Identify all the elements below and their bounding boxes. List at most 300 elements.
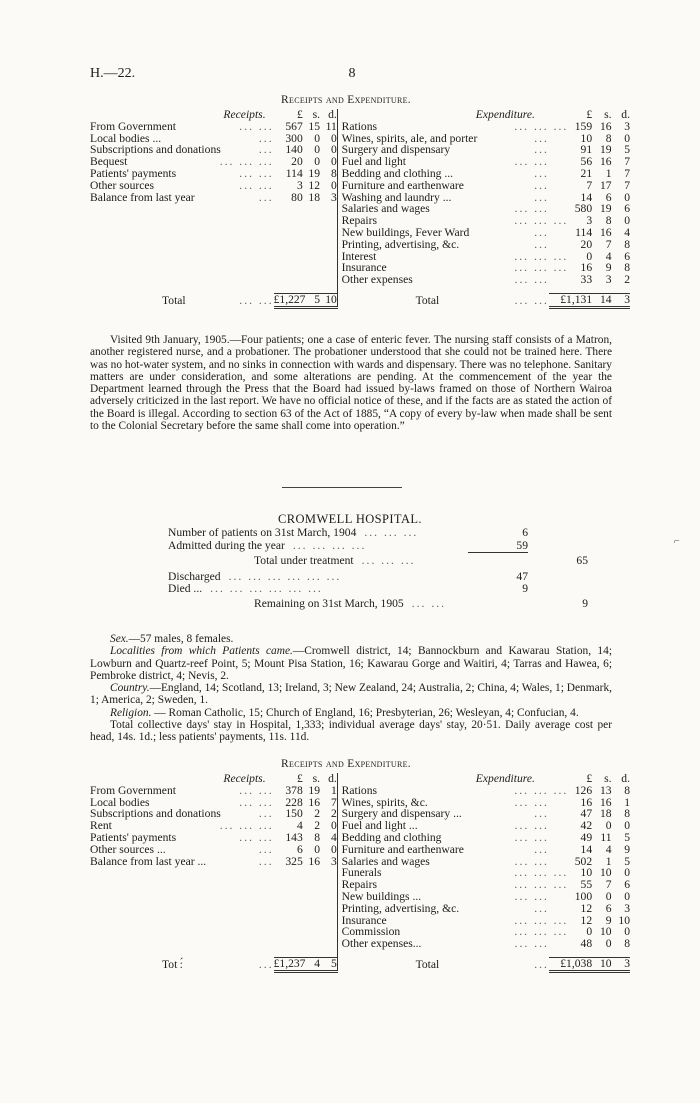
stat-total: 65 (576, 554, 588, 568)
empty-cell (320, 239, 337, 251)
receipt-shillings: 16 (308, 854, 321, 868)
receipt-pence: 0 (320, 133, 337, 145)
expenditure-total-pounds: £1,131 (549, 294, 592, 308)
empty-cell (303, 903, 320, 915)
leader-dots: ... ... ... (364, 526, 419, 539)
expenditure-label: Insurance (341, 261, 387, 275)
empty-cell (90, 239, 209, 251)
expenditure-pounds: 3 (586, 214, 593, 228)
stat-label (168, 596, 468, 614)
leader-dots: ... (258, 190, 274, 204)
religion-line: Religion. — Roman Catholic, 15; Church of England, 16; Presbyterian, 26; Wesleyan, 4; Confucian, 4. (110, 706, 579, 719)
expenditure-shillings: 16 (599, 225, 612, 239)
expenditure-label: Rations (341, 119, 378, 133)
expenditure-pounds: 7 (586, 178, 593, 192)
receipt-label: From Government (90, 119, 176, 133)
receipt-shillings: 0 (314, 143, 321, 157)
stat-label-text: Discharged (168, 569, 221, 583)
stat-label (168, 527, 468, 540)
empty-cell (514, 286, 549, 294)
empty-cell (274, 251, 303, 263)
expenditure-pounds: 91 (580, 143, 593, 157)
pounds-head: £ (296, 108, 303, 121)
empty-cell (274, 239, 303, 251)
empty-cell (90, 915, 209, 927)
receipt-label: Rent (90, 819, 112, 833)
leader-dots: ... ... (514, 202, 549, 216)
leader-dots: ... ... (514, 155, 549, 169)
leader-dots: ... ... (514, 293, 549, 307)
expenditure-pounds: 10 (580, 866, 593, 880)
empty-cell (303, 915, 320, 927)
expenditure-shillings: 9 (605, 913, 612, 927)
receipt-shillings: 2 (314, 819, 321, 833)
expenditure-pounds: 0 (586, 925, 593, 939)
patient-statistics (168, 527, 588, 614)
expenditure-shillings: 17 (599, 178, 612, 192)
section1-accounts (90, 109, 630, 309)
empty-cell (274, 203, 303, 215)
leader-dots: ... ... (514, 937, 549, 951)
empty-cell (90, 950, 209, 958)
leader-dots: ... ... ... (514, 925, 569, 939)
stat-label-text: Remaining on 31st March, 1905 (254, 597, 404, 611)
empty-cell (303, 262, 320, 274)
expenditure-pounds: 48 (580, 937, 593, 951)
receipt-label: Local bodies ... (90, 131, 162, 145)
receipt-pounds: 6 (296, 842, 303, 856)
leader-dots: ... ... ... (514, 866, 569, 880)
list-item (168, 596, 588, 614)
empty-cell (320, 203, 337, 215)
receipt-pence: 7 (320, 797, 337, 809)
leader-dots: ... ... ... (219, 155, 274, 169)
sex-line: Sex.—57 males, 8 females. (110, 633, 234, 645)
receipts-heading: Receipts. (223, 108, 266, 121)
leader-dots: ... ... (239, 830, 274, 844)
section-divider (282, 487, 402, 488)
receipt-pence: 3 (320, 192, 337, 204)
empty-cell (209, 950, 274, 958)
receipt-label: Patients' payments (90, 830, 177, 844)
empty-cell (90, 251, 209, 263)
receipt-pounds: 300 (285, 131, 303, 145)
receipt-label: Balance from last year ... (90, 854, 207, 868)
expenditure-total-label: Total (415, 957, 440, 971)
receipts-total-pounds: £1,227 (273, 293, 306, 307)
expenditure-pounds: 21 (580, 166, 593, 180)
empty-cell (303, 274, 320, 286)
expenditure-shillings: 9 (605, 261, 612, 275)
visit-paragraph: Visited 9th January, 1905.—Four patients; one a case of enteric fever. The nursing staff consists of a Matron, another registered nurse, and a probationer. The probationer understood that she could not be trained here. There was no hot-water system, and no sinks in connection with wards and dispensary. There was no telephone. Sanitary matters are under consideration, and some alterations are pending. At the commencement of the year the Department learned through the Press that the Board had issued by-laws framed on those of Northern Wairoa adversely criticized in the last report. We have no official notice of these, and if the facts are as stated the action of the Board is illegal. According to section 63 of the Act of 1885, “A copy of every by-law when made shall be sent to the Colonial Secretary before the same shall come into operation.” (90, 334, 612, 433)
leader-dots: ... (258, 854, 274, 868)
empty-cell (342, 286, 515, 294)
receipt-pounds: 143 (285, 830, 303, 844)
leader-dots: ... (534, 957, 549, 971)
expenditure-label: Printing, advertising, &c. (341, 901, 460, 915)
receipt-shillings: 15 (308, 119, 321, 133)
empty-cell (274, 915, 303, 927)
receipt-label: Other sources ... (90, 842, 166, 856)
leader-dots: ... ... ... (514, 249, 569, 263)
receipt-shillings: 19 (308, 783, 321, 797)
empty-cell (209, 867, 274, 879)
empty-cell (274, 262, 303, 274)
receipt-pence: 0 (320, 820, 337, 832)
leader-dots: ... ... ... (514, 878, 569, 892)
receipt-pence: 2 (320, 808, 337, 820)
empty-cell (274, 926, 303, 938)
receipt-shillings: 19 (308, 166, 321, 180)
leader-dots: ... ... ... ... ... ... (228, 569, 342, 583)
empty-cell (90, 203, 209, 215)
receipt-pounds: 3 (296, 178, 303, 192)
empty-cell (514, 950, 549, 958)
expenditure-pence: 8 (624, 261, 630, 275)
leader-dots: ... ... ... ... (292, 538, 367, 552)
expenditure-pence: 9 (624, 842, 630, 856)
expenditure-pence: 1 (624, 795, 630, 809)
empty-cell (209, 251, 274, 263)
expenditure-total-pence: 3 (612, 294, 630, 308)
expenditure-shillings: 6 (605, 190, 612, 204)
leader-dots: ... ... (411, 597, 447, 611)
expenditure-pence: 0 (624, 819, 630, 833)
expenditure-pounds: 49 (580, 830, 593, 844)
leader-dots: ... (534, 901, 549, 915)
receipts-total-shillings: 5 (303, 294, 320, 308)
leader-dots: ... ... ... (361, 554, 416, 568)
empty-cell (90, 926, 209, 938)
expenditure-label: Rations (341, 783, 378, 797)
receipts-total-shillings: 4 (303, 958, 320, 972)
table-row (90, 180, 630, 192)
receipt-pence: 0 (320, 180, 337, 192)
empty-cell (274, 938, 303, 950)
leader-dots: ... (258, 131, 274, 145)
expenditure-label: Commission (341, 925, 401, 939)
empty-cell (209, 926, 274, 938)
empty-cell (303, 891, 320, 903)
table-row (90, 168, 630, 180)
receipts-heading: Receipts. (223, 772, 266, 785)
expenditure-label: Wines, spirits, &c. (341, 795, 428, 809)
empty-cell (320, 227, 337, 239)
expenditure-shillings: 4 (605, 842, 612, 856)
expenditure-pounds: 114 (575, 225, 593, 239)
leader-dots: ... (534, 131, 549, 145)
receipt-pounds: 20 (291, 155, 303, 169)
empty-cell (90, 938, 209, 950)
shillings-head: s. (312, 108, 321, 121)
receipt-label: Subscriptions and donations (90, 143, 221, 157)
receipt-shillings: 8 (314, 830, 321, 844)
stat-label (168, 540, 468, 553)
stat-label-text: Number of patients on 31st March, 1904 (168, 526, 357, 539)
stat-label (168, 583, 468, 596)
expenditure-pence: 5 (624, 143, 630, 157)
expenditure-pounds: 42 (580, 819, 593, 833)
empty-cell (320, 215, 337, 227)
receipt-label: Other sources (90, 178, 155, 192)
list-item (168, 527, 588, 540)
receipt-shillings: 0 (314, 131, 321, 145)
section1-title: Receipts and Expenditure. (281, 94, 411, 106)
empty-cell (320, 915, 337, 927)
leader-dots: ... ... (239, 795, 274, 809)
expenditure-label: Furniture and earthenware (341, 178, 464, 192)
cromwell-details (90, 633, 612, 744)
expenditure-label: New buildings ... (341, 889, 422, 903)
stat-value (468, 596, 528, 614)
leader-dots: ... (534, 237, 549, 251)
receipt-shillings: 16 (308, 795, 321, 809)
expenditure-shillings: 3 (605, 273, 612, 287)
expenditure-total-shillings: 10 (592, 958, 611, 972)
pence-head: d. (621, 772, 630, 785)
table-row (90, 844, 630, 856)
expenditure-heading: Expenditure. (475, 108, 535, 121)
expenditure-shillings: 18 (599, 807, 612, 821)
receipt-pounds: 325 (285, 854, 303, 868)
empty-cell (320, 251, 337, 263)
expenditure-pence: 10 (618, 913, 630, 927)
empty-cell (320, 938, 337, 950)
table-row (90, 274, 630, 286)
expenditure-shillings: 7 (605, 237, 612, 251)
expenditure-shillings: 4 (605, 249, 612, 263)
receipt-pounds: 140 (285, 143, 303, 157)
leader-dots: ... (258, 143, 274, 157)
receipt-pence: 0 (320, 844, 337, 856)
table-row (90, 785, 630, 797)
leader-dots: ... ... (514, 795, 549, 809)
table-row (90, 832, 630, 844)
expenditure-pence: 0 (624, 889, 630, 903)
expenditure-label: Other expenses... (341, 937, 422, 951)
receipt-shillings: 0 (314, 155, 321, 169)
empty-cell (303, 938, 320, 950)
expenditure-total-label: Total (415, 293, 440, 307)
leader-dots: ... ... (514, 273, 549, 287)
empty-cell (303, 215, 320, 227)
expenditure-pence: 8 (624, 937, 630, 951)
leader-dots: ... ... (514, 889, 549, 903)
expenditure-shillings: 1 (605, 854, 612, 868)
receipt-pence: 4 (320, 832, 337, 844)
empty-cell (90, 879, 209, 891)
receipt-shillings: 18 (308, 190, 321, 204)
expenditure-shillings: 8 (605, 214, 612, 228)
expenditure-shillings: 10 (599, 866, 612, 880)
empty-cell (209, 903, 274, 915)
table-row (90, 891, 630, 903)
expenditure-pounds: 159 (574, 119, 593, 133)
empty-cell (209, 891, 274, 903)
expenditure-shillings: 11 (600, 830, 612, 844)
expenditure-pence: 0 (624, 190, 630, 204)
expenditure-pounds: 55 (580, 878, 593, 892)
leader-dots: ... ... ... (514, 214, 569, 228)
table-row (90, 938, 630, 950)
expenditure-shillings: 16 (599, 119, 612, 133)
stat-total (528, 540, 588, 553)
empty-cell (90, 286, 209, 294)
stat-value: 59 (516, 538, 528, 552)
empty-cell (320, 867, 337, 879)
receipt-label: Balance from last year (90, 190, 195, 204)
page-number: 8 (348, 66, 356, 81)
empty-cell (90, 274, 209, 286)
empty-cell (274, 879, 303, 891)
margin-mark: ⌐ (674, 536, 680, 547)
leader-dots: ... ... (239, 178, 274, 192)
expenditure-pence: 6 (624, 878, 630, 892)
table-row (90, 903, 630, 915)
expenditure-pounds: 0 (586, 249, 593, 263)
receipt-pence: 8 (320, 168, 337, 180)
expenditure-pounds: 100 (574, 889, 593, 903)
pence-head: d. (621, 108, 630, 121)
receipt-pounds: 114 (285, 166, 303, 180)
expenditure-label: Furniture and earthenware (341, 842, 464, 856)
empty-cell (274, 215, 303, 227)
stat-label-text: Total under treatment (254, 554, 354, 568)
leader-dots: ... ... (239, 166, 274, 180)
table-row (90, 121, 630, 133)
expenditure-pounds: 56 (580, 155, 593, 169)
section2-title: Receipts and Expenditure. (281, 758, 411, 770)
empty-cell (274, 903, 303, 915)
stat-total (528, 583, 588, 596)
leader-dots: ... ... (239, 783, 274, 797)
document-reference: H.—22. (90, 66, 136, 81)
section1-remarks (90, 334, 612, 432)
receipt-pence: 0 (320, 156, 337, 168)
empty-cell (90, 227, 209, 239)
receipts-total-pence: 10 (320, 294, 337, 308)
leader-dots: ... ... ... ... ... ... (210, 582, 323, 595)
expenditure-total-pounds: £1,038 (549, 958, 592, 972)
expenditure-label: Wines, spirits, ale, and porter (341, 131, 478, 145)
expenditure-pounds: 12 (580, 901, 593, 915)
empty-cell (303, 251, 320, 263)
expenditure-pounds: 126 (574, 783, 593, 797)
section2-accounts (90, 773, 630, 973)
expenditure-pence: 7 (624, 166, 630, 180)
expenditure-pence: 8 (624, 807, 630, 821)
expenditure-shillings: 0 (605, 937, 612, 951)
expenditure-label: Repairs (341, 878, 378, 892)
receipt-label: Bequest (90, 155, 128, 169)
expenditure-shillings: 19 (599, 202, 612, 216)
expenditure-pence: 3 (624, 119, 630, 133)
expenditure-label: Fuel and light ... (341, 819, 418, 833)
empty-cell (90, 215, 209, 227)
expenditure-pence: 0 (624, 131, 630, 145)
leader-dots: ... ... ... (219, 819, 274, 833)
expenditure-pounds: 14 (580, 190, 593, 204)
expenditure-label: Surgery and dispensary ... (341, 807, 462, 821)
expenditure-pence: 0 (624, 214, 630, 228)
list-item (168, 583, 588, 596)
empty-cell (274, 867, 303, 879)
receipt-pounds: 567 (285, 119, 303, 133)
empty-cell (90, 903, 209, 915)
expenditure-pounds: 33 (580, 273, 593, 287)
empty-cell (209, 286, 274, 294)
expenditure-pence: 8 (624, 237, 630, 251)
expenditure-shillings: 8 (605, 131, 612, 145)
leader-dots: ... ... (514, 830, 549, 844)
expenditure-shillings: 6 (605, 901, 612, 915)
leader-dots: ... (258, 807, 274, 821)
receipt-pounds: 4 (296, 819, 303, 833)
empty-cell (209, 215, 274, 227)
receipt-pounds: 228 (285, 795, 303, 809)
empty-cell (320, 891, 337, 903)
expenditure-label: Funerals (341, 866, 382, 880)
receipt-label: Subscriptions and donations (90, 807, 221, 821)
expenditure-pounds: 580 (574, 202, 593, 216)
receipt-pounds: 378 (285, 783, 303, 797)
list-item (168, 540, 588, 553)
receipt-shillings: 12 (308, 178, 321, 192)
expenditure-label: Salaries and wages (341, 202, 430, 216)
stat-value: 6 (522, 526, 528, 539)
leader-dots: ... (534, 178, 549, 192)
empty-cell (209, 938, 274, 950)
leader-dots: ... ... (239, 293, 274, 307)
receipt-pence: 3 (320, 856, 337, 868)
expenditure-label: Other expenses (341, 273, 413, 287)
expenditure-shillings: 0 (605, 819, 612, 833)
empty-cell (320, 926, 337, 938)
empty-cell (320, 903, 337, 915)
spacer-row (90, 950, 630, 958)
expenditure-shillings: 10 (599, 925, 612, 939)
expenditure-shillings: 16 (599, 155, 612, 169)
expenditure-heading: Expenditure. (475, 772, 535, 785)
receipts-total-label: Total (162, 293, 186, 307)
expenditure-pence: 0 (624, 925, 630, 939)
pence-head: d. (320, 773, 337, 785)
stat-value: 9 (522, 582, 528, 595)
empty-cell (303, 227, 320, 239)
empty-cell (342, 950, 515, 958)
empty-cell (320, 262, 337, 274)
empty-cell (209, 203, 274, 215)
expenditure-pounds: 16 (580, 261, 593, 275)
empty-cell (320, 274, 337, 286)
empty-cell (209, 227, 274, 239)
expenditure-label: Salaries and wages (341, 854, 430, 868)
expenditure-total-shillings: 14 (592, 294, 611, 308)
expenditure-label: Washing and laundry ... (341, 190, 452, 204)
expenditure-label: Insurance (341, 913, 387, 927)
expenditure-pence: 5 (624, 830, 630, 844)
leader-dots: ... ... (514, 854, 549, 868)
expenditure-pounds: 502 (574, 854, 593, 868)
leader-dots: ... (534, 225, 549, 239)
table-row (90, 227, 630, 239)
leader-dots: ... (258, 957, 274, 971)
receipt-pounds: 80 (291, 190, 303, 204)
empty-cell (274, 274, 303, 286)
expenditure-pence: 2 (624, 273, 630, 287)
empty-cell (303, 879, 320, 891)
leader-dots: ... (534, 190, 549, 204)
